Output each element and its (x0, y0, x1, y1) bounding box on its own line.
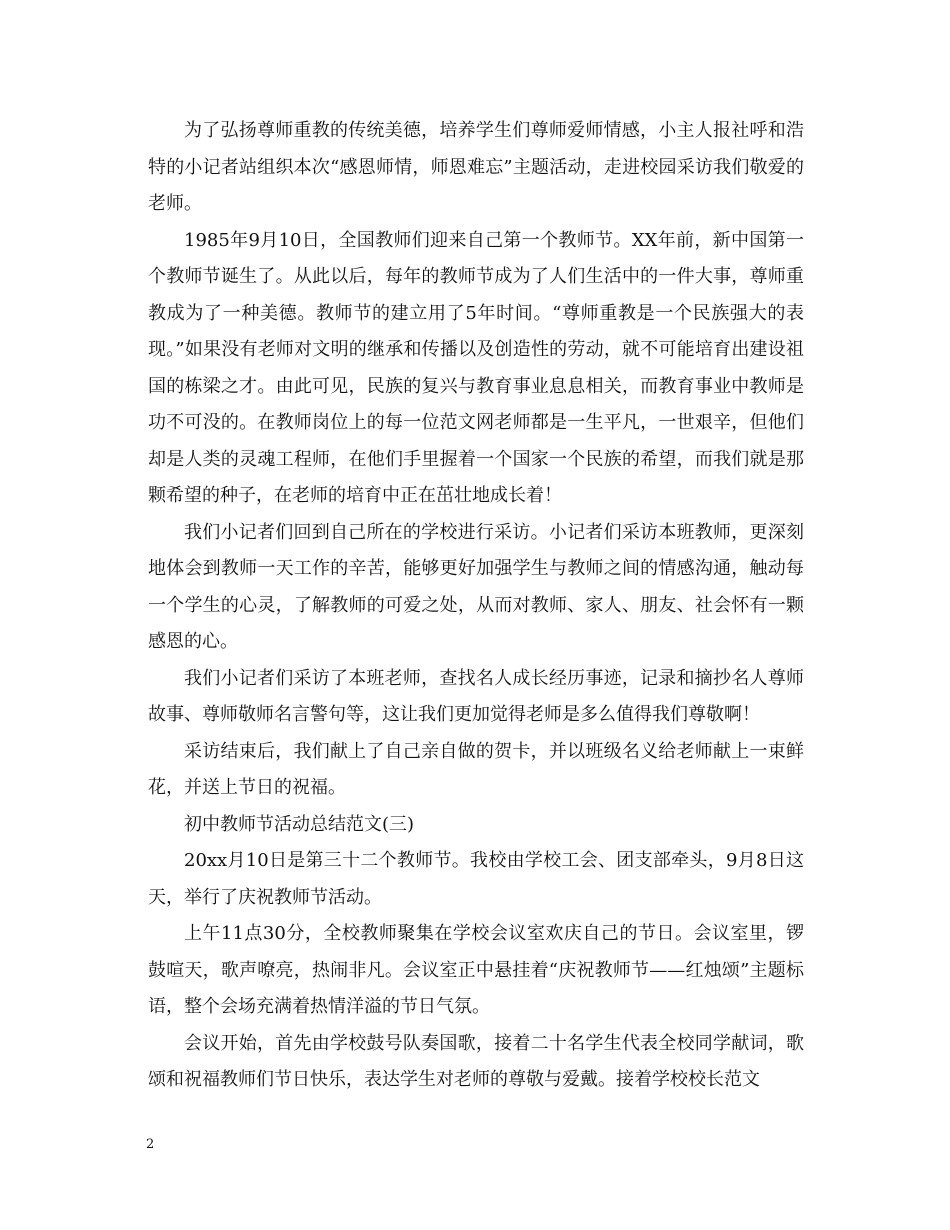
paragraph-history: 1985年9月10日，全国教师们迎来自己第一个教师节。XX年前，新中国第一个教师节诞生了。从此以后，每年的教师节成为了人们生活中的一件大事，尊师重教成为了一种美德。教师节的建立用了5年时间。“尊师重教是一个民族强大的表现。”如果没有老师对文明的继承和传播以及创造性的劳动，就不可能培育出建设祖国的栋梁之才。由此可见，民族的复兴与教育事业息息相关，而教育事业中教师是功不可没的。在教师岗位上的每一位范文网老师都是一生平凡，一世艰辛，但他们却是人类的灵魂工程师，在他们手里握着一个国家一个民族的希望，而我们就是那颗希望的种子，在老师的培育中正在茁壮地成长着！ (148, 229, 804, 506)
paragraph-interview: 我们小记者们回到自己所在的学校进行采访。小记者们采访本班教师，更深刻地体会到教师一天工作的辛苦，能够更好加强学生与教师之间的情感沟通，触动每一个学生的心灵，了解教师的可爱之处，从而对教师、家人、朋友、社会怀有一颗感恩的心。 (148, 521, 804, 652)
document-body (148, 113, 804, 1099)
section-heading: 初中教师节活动总结范文(三) (184, 813, 415, 835)
paragraph-event-program: 会议开始，首先由学校鼓号队奏国歌，接着二十名学生代表全校同学献词，歌颂和祝福教师们节日快乐，表达学生对老师的尊敬与爱戴。接着学校校长范文 (148, 1032, 804, 1090)
paragraph-event-intro: 20xx月10日是第三十二个教师节。我校由学校工会、团支部牵头，9月8日这天，举行了庆祝教师节活动。 (148, 850, 804, 908)
page-number: 2 (146, 1137, 155, 1152)
paragraph-intro: 为了弘扬尊师重教的传统美德，培养学生们尊师爱师情感，小主人报社呼和浩特的小记者站组织本次“感恩师情，师恩难忘”主题活动，走进校园采访我们敬爱的老师。 (148, 120, 804, 214)
paragraph-conclusion: 采访结束后，我们献上了自己亲自做的贺卡，并以班级名义给老师献上一束鲜花，并送上节日的祝福。 (148, 740, 804, 798)
paragraph-event-venue: 上午11点30分，全校教师聚集在学校会议室欢庆自己的节日。会议室里，锣鼓喧天，歌声嘹亮，热闹非凡。会议室正中悬挂着“庆祝教师节——红烛颂”主题标语，整个会场充满着热情洋溢的节日气氛。 (148, 923, 804, 1017)
paragraph-research: 我们小记者们采访了本班老师，查找名人成长经历事迹，记录和摘抄名人尊师故事、尊师敬师名言警句等，这让我们更加觉得老师是多么值得我们尊敬啊！ (148, 667, 804, 725)
